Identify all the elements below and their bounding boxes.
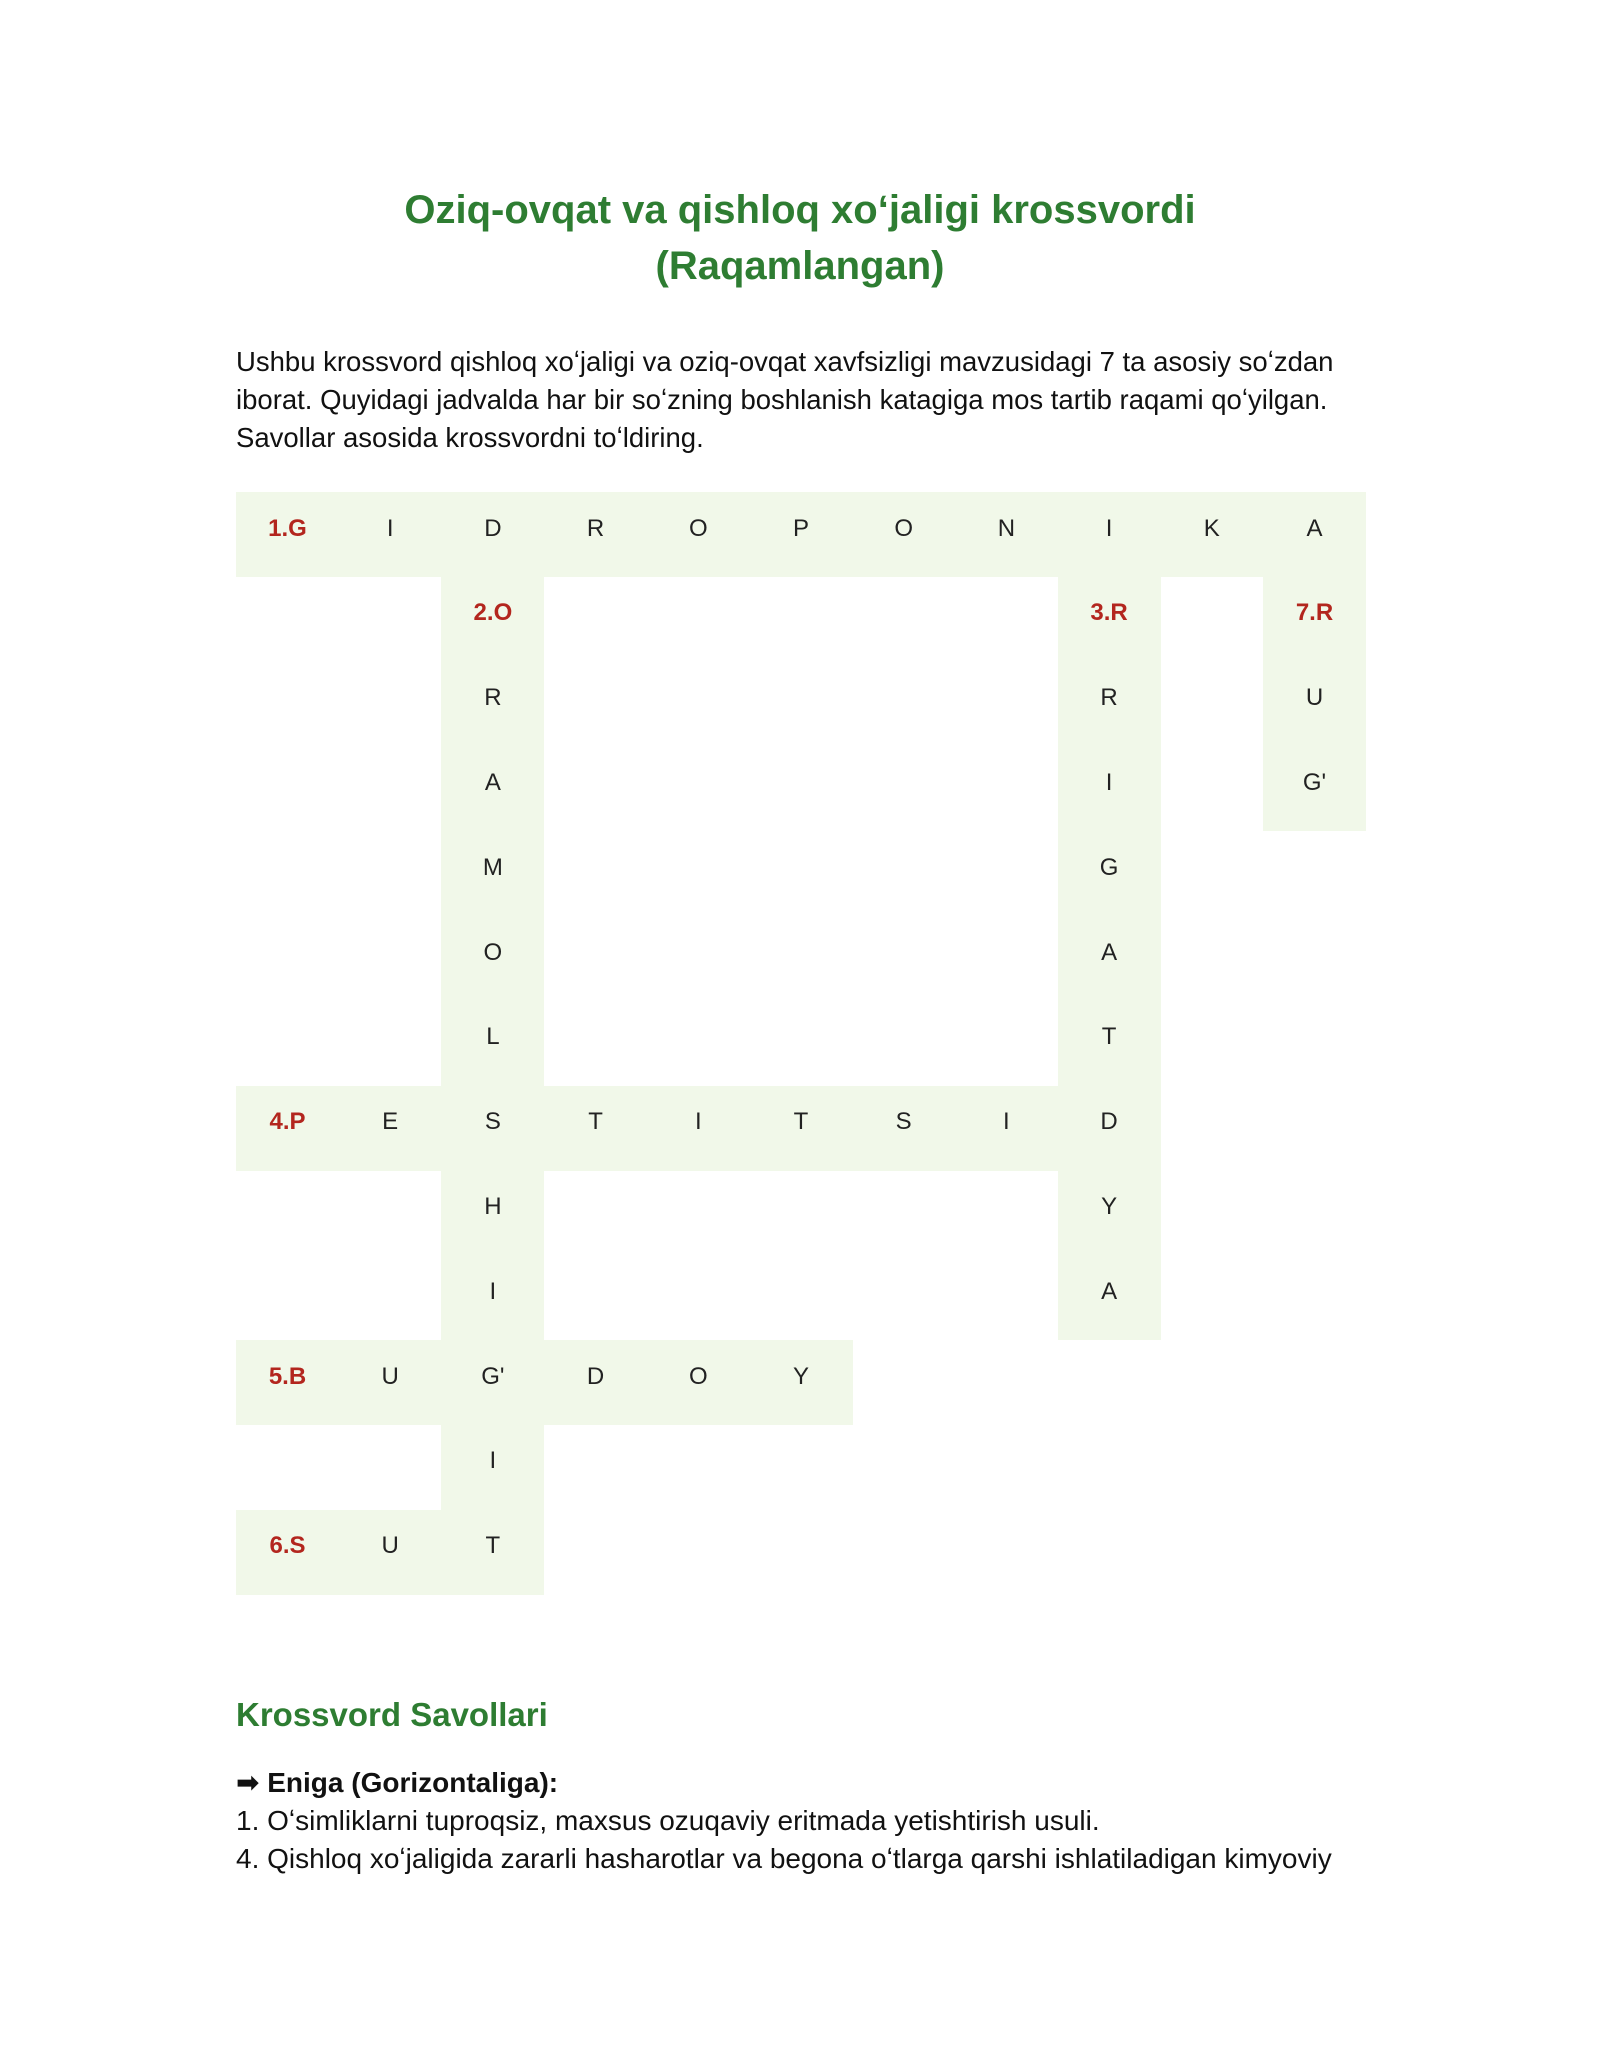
crossword-cell-text: D [484,514,502,542]
crossword-cell-text: O [483,938,503,966]
crossword-cell-text: I [489,1277,497,1305]
questions-heading: Krossvord Savollari [236,1696,548,1733]
crossword-cell [1263,492,1366,577]
crossword-cell [1058,1001,1161,1086]
crossword-cell [852,492,955,577]
crossword-cell [441,916,544,1001]
crossword-cell [441,746,544,831]
crossword-cell-text: M [482,853,503,881]
crossword-cell-text: A [484,768,501,796]
crossword-cell-text: I [386,514,394,542]
crossword-cell-text: 5.B [268,1362,307,1390]
crossword-cell [1058,1086,1161,1171]
intro-paragraph: Ushbu krossvord qishloq xoʻjaligi va oziq-ovqat xavfsizligi mavzusidagi 7 ta asosiy soʻzdan iborat. Quyidagi jadvalda har bir soʻzning boshlanish katagiga mos tartib raqami qoʻyilgan. Savollar asosida krossvordni toʻldiring. [236,346,1334,453]
crossword-cell-text: R [586,514,605,542]
crossword-cell [441,1340,544,1425]
crossword-start-cell [1263,577,1366,662]
crossword-cell-text: I [694,1108,702,1136]
crossword-cell [544,1340,647,1425]
crossword-cell-text: I [1105,768,1113,796]
crossword-start-cell [1058,577,1161,662]
crossword-cell-text: S [484,1108,501,1136]
crossword-cell [441,1510,544,1595]
crossword-cell [339,1086,442,1171]
crossword-cell [750,492,853,577]
crossword-cell-text: E [382,1108,399,1136]
crossword-cell [750,1340,853,1425]
crossword-cell [1263,746,1366,831]
crossword-cell-text: K [1203,514,1220,542]
crossword-cell [1058,746,1161,831]
crossword-cell [852,1086,955,1171]
crossword-cell-text: R [1100,684,1118,712]
crossword-cell [339,1340,442,1425]
crossword-cell-text: T [1101,1023,1117,1051]
crossword-cell-text: H [484,1192,502,1220]
crossword-cell-text: T [588,1108,603,1136]
crossword-cell [955,492,1058,577]
crossword-cell [441,492,544,577]
across-heading: ➡ Eniga (Gorizontaliga): [236,1767,559,1798]
crossword-cell [1160,492,1263,577]
crossword-cell-text: U [1305,684,1324,712]
crossword-cell [441,1255,544,1340]
crossword-cell [339,492,442,577]
crossword-grid [236,492,1366,1594]
crossword-cell [647,1340,750,1425]
crossword-cell [1058,831,1161,916]
crossword-cell-text: I [489,1447,497,1475]
crossword-cell-text: L [486,1023,500,1051]
crossword-cell [339,1510,442,1595]
crossword-cell-text: 4.P [269,1108,306,1136]
crossword-cell-text: 3.R [1090,599,1128,627]
crossword-cell-text: Y [792,1362,809,1390]
crossword-cell-text: R [484,684,502,712]
crossword-cell-text: T [793,1108,809,1136]
crossword-cell-text: A [1306,514,1323,542]
title-line-1: Oziq-ovqat va qishloq xoʻjaligi krossvordi [404,188,1196,232]
crossword-cell [1263,662,1366,747]
crossword-cell-text: 7.R [1295,599,1334,627]
crossword-cell-text: O [688,1362,708,1390]
crossword-cell [647,492,750,577]
crossword-start-cell [236,1340,339,1425]
crossword-start-cell [236,492,339,577]
crossword-cell [1058,916,1161,1001]
crossword-cell-text: A [1101,938,1118,966]
crossword-cell-text: I [1003,1108,1010,1136]
crossword-cell [441,1170,544,1255]
page-title [236,182,1364,294]
crossword-cell-text: S [895,1108,912,1136]
crossword-cell-text: G [1099,853,1119,881]
crossword-cell [441,1086,544,1171]
crossword-cell-text: T [485,1532,501,1560]
crossword-cell [441,1001,544,1086]
crossword-cell-text: G' [481,1362,505,1390]
crossword-cell-text: D [586,1362,605,1390]
crossword-cell-text: 1.G [268,514,307,542]
crossword-start-cell [236,1086,339,1171]
crossword-cell-text: D [1100,1108,1118,1136]
crossword-cell-text: Y [1101,1192,1118,1220]
crossword-cell [955,1086,1058,1171]
title-line-2: (Raqamlangan) [655,244,945,288]
crossword-cell-text: P [792,514,809,542]
crossword-cell [750,1086,853,1171]
across-clue-4: 4. Qishloq xoʻjaligida zararli hasharotlar va begona oʻtlarga qarshi ishlatiladigan kimyoviy [236,1843,1332,1874]
crossword-cell-text: 6.S [269,1532,306,1560]
crossword-cell [1058,492,1161,577]
crossword-cell-text: A [1101,1277,1118,1305]
crossword-cell [441,662,544,747]
crossword-cell [544,492,647,577]
crossword-cell-text: U [381,1362,399,1390]
crossword-cell [1058,1255,1161,1340]
crossword-cell-text: I [1105,514,1113,542]
crossword-cell-text: O [894,514,914,542]
crossword-start-cell [236,1510,339,1595]
crossword-cell-text: O [688,514,708,542]
crossword-cell-text: N [997,514,1016,542]
crossword-cell-text: G' [1302,768,1327,796]
crossword-start-cell [441,577,544,662]
crossword-cell [441,831,544,916]
crossword-cell [544,1086,647,1171]
crossword-cell [1058,662,1161,747]
crossword-cell [1058,1170,1161,1255]
crossword-cell-text: U [381,1532,399,1560]
crossword-cell-text: 2.O [473,599,513,627]
crossword-cell [647,1086,750,1171]
crossword-cell [441,1425,544,1510]
across-clue-1: 1. Oʻsimliklarni tuproqsiz, maxsus ozuqaviy eritmada yetishtirish usuli. [236,1805,1100,1836]
